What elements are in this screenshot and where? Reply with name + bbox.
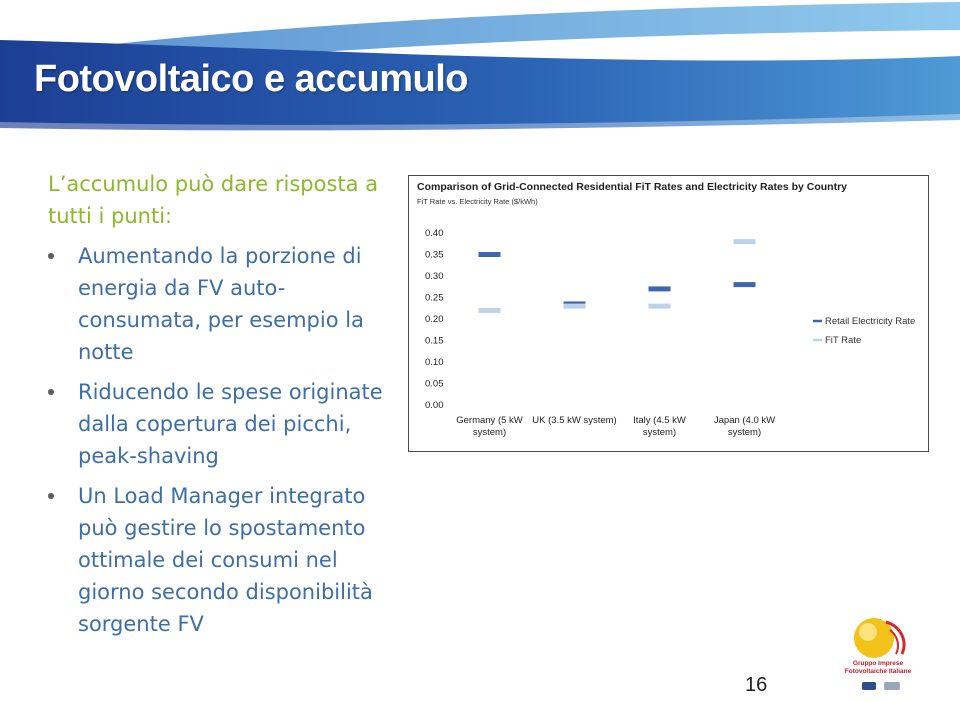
chart-title: Comparison of Grid-Connected Residential FiT Rates and Electricity Rates by Country	[417, 181, 847, 193]
bullet-dot-icon	[48, 493, 54, 499]
bullet-item	[48, 240, 388, 368]
y-tick-label: 0.00	[425, 400, 444, 411]
bullet-text: Riducendo le spese originate dalla copertura dei picchi, peak-shaving	[78, 380, 383, 468]
bullet-dot-icon	[48, 253, 54, 259]
data-marker	[479, 252, 501, 257]
data-marker	[649, 286, 671, 291]
x-tick-label: Germany (5 kW	[456, 415, 523, 426]
bullet-item	[48, 376, 388, 472]
x-tick-label: UK (3.5 kW system)	[532, 415, 617, 426]
data-marker	[479, 308, 501, 313]
text-column	[48, 168, 388, 648]
fit-rate-chart	[408, 175, 929, 452]
data-marker	[734, 239, 756, 244]
y-tick-label: 0.30	[425, 271, 444, 282]
bullet-dot-icon	[48, 389, 54, 395]
slide-title: Fotovoltaico e accumulo	[34, 58, 469, 100]
legend-label: Retail Electricity Rate	[825, 316, 916, 327]
y-tick-label: 0.10	[425, 357, 444, 368]
chart-subtitle: FiT Rate vs. Electricity Rate ($/kWh)	[417, 197, 538, 206]
bullet-text: Aumentando la porzione di energia da FV auto-consumata, per esempio la notte	[78, 244, 364, 364]
x-tick-label: Japan (4.0 kW	[713, 415, 776, 426]
bullet-item	[48, 480, 388, 640]
bullet-text: Un Load Manager integrato può gestire lo spostamento ottimale dei consumi nel giorno secondo disponibilità sorgente FV	[78, 484, 373, 636]
x-tick-label: system)	[727, 427, 762, 438]
lead-text: L’accumulo può dare risposta a tutti i punti:	[48, 172, 379, 228]
y-tick-label: 0.40	[425, 228, 444, 239]
data-marker	[649, 304, 671, 309]
legend-label: FiT Rate	[825, 335, 862, 346]
x-tick-label: system)	[642, 427, 677, 438]
page-number: 16	[745, 674, 768, 696]
data-marker	[564, 304, 586, 309]
bullet-list	[48, 240, 388, 640]
x-tick-label: Italy (4.5 kW	[633, 415, 686, 426]
y-tick-label: 0.20	[425, 314, 444, 325]
y-tick-label: 0.05	[425, 378, 444, 390]
data-marker	[734, 282, 756, 287]
y-tick-label: 0.15	[425, 335, 444, 347]
x-tick-label: system)	[472, 427, 507, 438]
gifi-logo-icon	[838, 612, 918, 700]
y-tick-label: 0.25	[425, 292, 444, 304]
logo-text: Gruppo Imprese Fotovoltaiche Italiane	[844, 660, 912, 675]
chart-plot	[409, 176, 928, 451]
y-tick-label: 0.35	[425, 249, 444, 261]
